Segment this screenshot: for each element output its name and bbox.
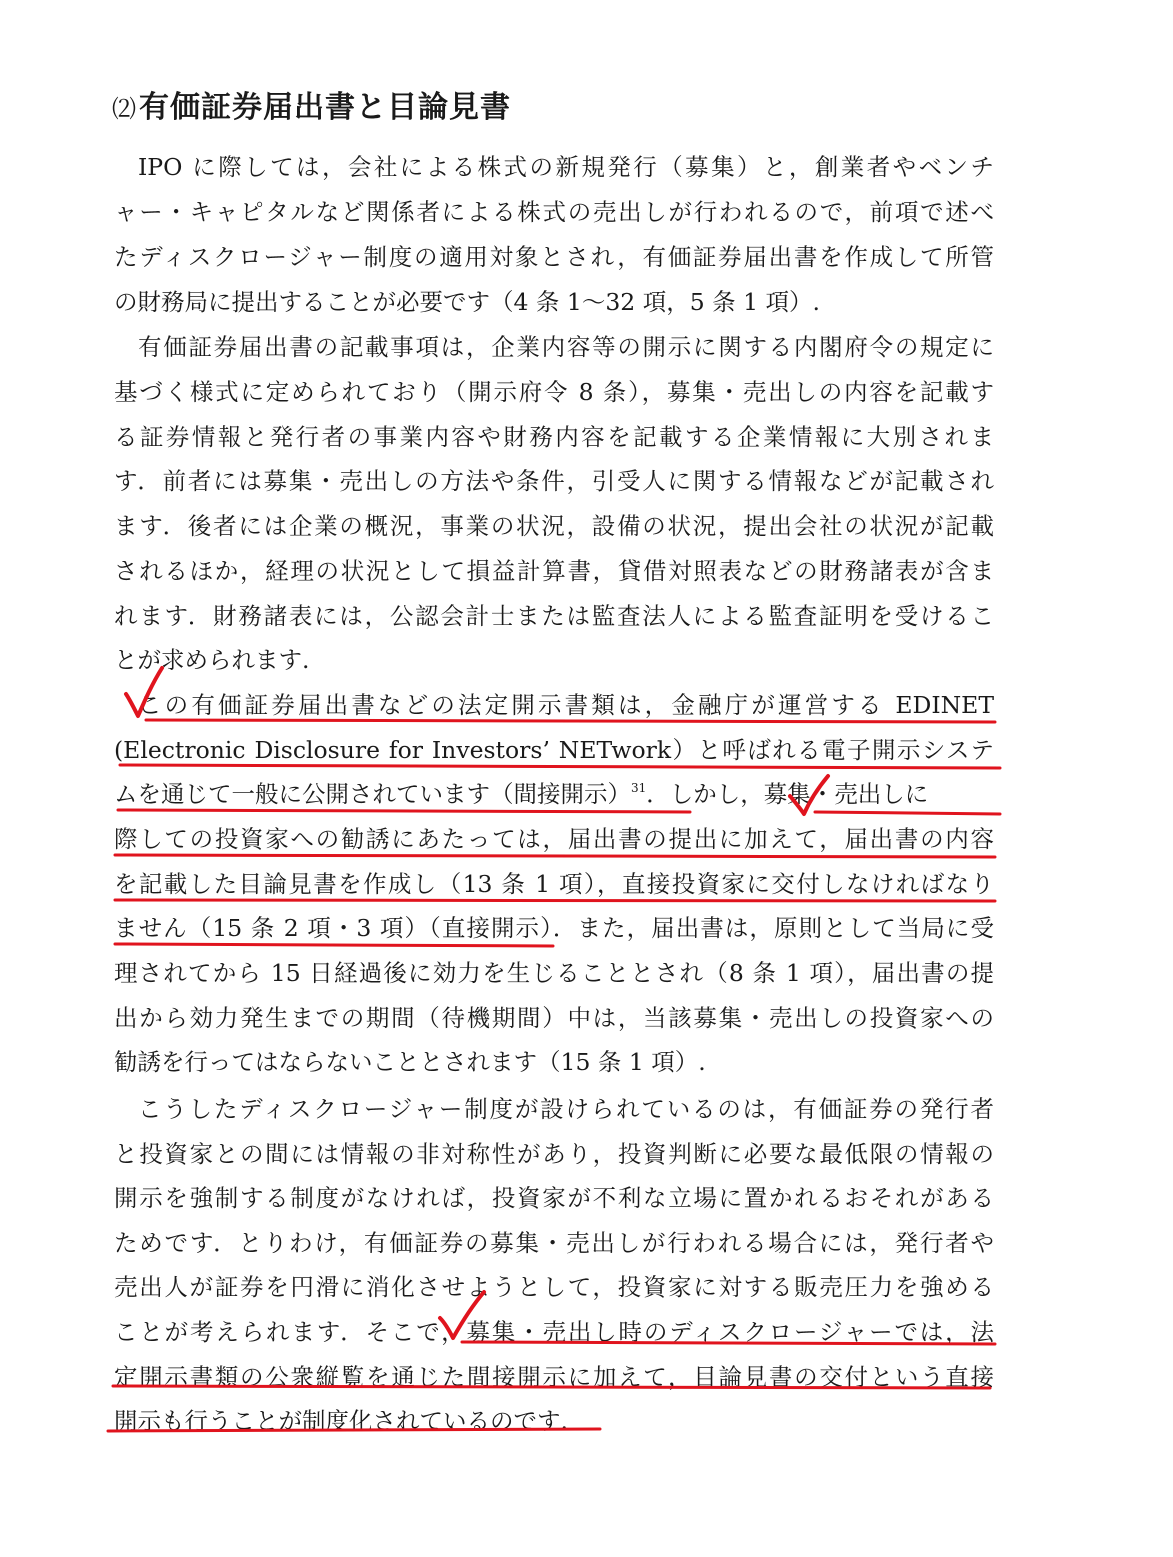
text-line: 開示も行うことが制度化されているのです. <box>114 1407 568 1435</box>
text-line: 出から効力発生までの期間（待機期間）中は，当該募集・売出しの投資家への <box>114 1004 994 1032</box>
text-line: とが求められます. <box>114 646 310 674</box>
text-line: IPO に際しては，会社による株式の新規発行（募集）と，創業者やベンチ <box>138 153 994 181</box>
underline-mark <box>815 812 1000 814</box>
underline-mark <box>115 944 553 946</box>
text-line: す．前者には募集・売出しの方法や条件，引受人に関する情報などが記載され <box>114 467 994 495</box>
section-number: ⑵ <box>112 95 137 123</box>
underline-mark <box>115 855 995 857</box>
text-line: 定開示書類の公衆縦覧を通じた間接開示に加えて，目論見書の交付という直接 <box>114 1363 994 1391</box>
text-line: 理されてから 15 日経過後に効力を生じることとされ（8 条 1 項），届出書の提 <box>114 959 994 987</box>
text-line: ません（15 条 2 項・3 項）（直接開示）．また，届出書は，原則として当局に受 <box>114 914 994 942</box>
footnote-ref: 31 <box>631 781 647 795</box>
underline-mark <box>118 810 690 812</box>
text-line: ことが考えられます．そこで，募集・売出し時のディスクロージャーでは，法 <box>114 1318 994 1346</box>
text-line: こうしたディスクロージャー制度が設けられているのは，有価証券の発行者 <box>138 1095 994 1123</box>
text-line: 売出人が証券を円滑に消化させようとして，投資家に対する販売圧力を強める <box>114 1273 994 1301</box>
text-line <box>114 779 994 809</box>
text-line: この有価証券届出書などの法定開示書類は，金融庁が運営する EDINET <box>138 691 994 719</box>
text-line: 勧誘を行ってはならないこととされます（15 条 1 項）. <box>114 1048 706 1076</box>
text-line: と投資家との間には情報の非対称性があり，投資判断に必要な最低限の情報の <box>114 1140 994 1168</box>
text-line: ためです．とりわけ，有価証券の募集・売出しが行われる場合には，発行者や <box>114 1229 994 1257</box>
text-line: ャー・キャピタルなど関係者による株式の売出しが行われるので，前項で述べ <box>114 198 994 226</box>
underline-mark <box>146 720 995 722</box>
underline-mark <box>120 765 1000 768</box>
section-title: 有価証券届出書と目論見書 <box>139 90 511 125</box>
text-line: れます．財務諸表には，公認会計士または監査法人による監査証明を受けるこ <box>114 602 994 630</box>
text-line: る証券情報と発行者の事業内容や財務内容を記載する企業情報に大別されま <box>114 423 994 451</box>
text-line: 際しての投資家への勧誘にあたっては，届出書の提出に加えて，届出書の内容 <box>114 825 994 853</box>
text-line: ます．後者には企業の概況，事業の状況，設備の状況，提出会社の状況が記載 <box>114 512 994 540</box>
text-line: 基づく様式に定められており（開示府令 8 条），募集・売出しの内容を記載す <box>114 378 994 406</box>
section-heading <box>112 82 511 126</box>
text-line: (Electronic Disclosure for Investors’ NETwork）と呼ばれる電子開示システ <box>114 736 994 764</box>
text-segment: ムを通じて一般に公開されています（間接開示） <box>114 780 631 808</box>
underline-mark <box>115 900 995 901</box>
text-line: の財務局に提出することが必要です（4 条 1〜32 項，5 条 1 項）. <box>114 288 820 316</box>
text-line: たディスクロージャー制度の適用対象とされ，有価証券届出書を作成して所管 <box>114 243 994 271</box>
text-line: を記載した目論見書を作成し（13 条 1 項），直接投資家に交付しなければなり <box>114 870 994 898</box>
text-segment: ．しかし，募集・売出しに <box>646 780 929 808</box>
text-line: 開示を強制する制度がなければ，投資家が不利な立場に置かれるおそれがある <box>114 1184 994 1212</box>
text-line: 有価証券届出書の記載事項は，企業内容等の開示に関する内閣府令の規定に <box>138 333 994 361</box>
text-line: されるほか，経理の状況として損益計算書，貸借対照表などの財務諸表が含ま <box>114 557 994 585</box>
